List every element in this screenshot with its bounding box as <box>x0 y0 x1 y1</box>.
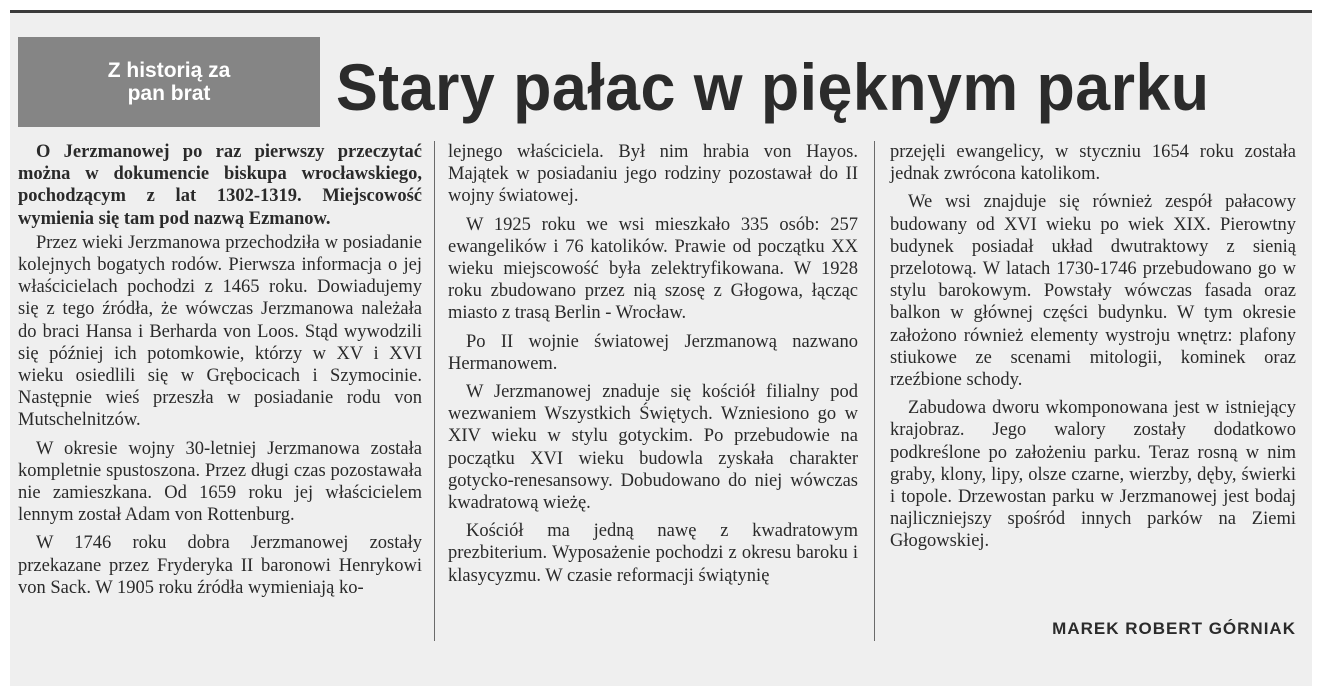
paragraph-continued: przejęli ewangelicy, w styczniu 1654 roku została jednak zwrócona katolikom. <box>890 142 1296 185</box>
paragraph: We wsi znajduje się również zespół pałacowy budowany od XVI wieku po wiek XIX. Pierowtny budynek posiadał układ dwutraktowy z sienią przelotową. W latach 1730-1746 przebudowano go w stylu barokowym. Powstały wówczas fasada oraz balkon w głównej części budynku. W tym okresie założono również elementy wystroju wnętrz: plafony stiukowe ze scenami mitologii, kominek oraz rzeźbione schody. <box>890 192 1296 391</box>
article-column-3 <box>890 141 1296 559</box>
paragraph: W 1746 roku dobra Jerzmanowej zostały przekazane przez Fryderyka II baronowi Henrykowi von Sack. W 1905 roku źródła wymieniają ko- <box>18 533 422 598</box>
section-kicker-line-1: Z historią za <box>107 59 231 82</box>
paragraph: W okresie wojny 30-letniej Jerzmanowa została kompletnie spustoszona. Przez długi czas pozostawała nie zamieszkana. Od 1659 roku jej właścicielem lennym został Adam von Rottenburg. <box>18 438 422 526</box>
column-divider-2 <box>874 141 875 641</box>
paragraph-continued: lejnego właściciela. Był nim hrabia von Hayos. Majątek w posiadaniu jego rodziny pozostawał do II wojny światowej. <box>448 142 858 207</box>
lead-paragraph: O Jerzmanowej po raz pierwszy przeczytać można w dokumencie biskupa wrocławskiego, pochodzącym z lat 1302-1319. Miejscowość wymienia się tam pod nazwą Ezmanow. <box>18 142 422 229</box>
paragraph: Przez wieki Jerzmanowa przechodziła w posiadanie kolejnych bogatych rodów. Pierwsza informacja o jej właścicielach pochodzi z 1465 roku. Dowiadujemy się z tego źródła, że wówczas Jerzmanowa należała do braci Hansa i Berharda von Loos. Stąd wywodzili się później ich potomkowie, którzy w XV i XVI wieku osiedlili się w Grębocicach i Szymocinie. Następnie wieś przeszła w posiadanie rodu von Mutschelnitzów. <box>18 232 422 431</box>
article-column-2 <box>448 141 858 593</box>
section-kicker-box <box>18 37 320 127</box>
article-headline: Stary pałac w pięknym parku <box>336 50 1210 124</box>
newspaper-clipping <box>10 10 1312 686</box>
paragraph: Po II wojnie światowej Jerzmanową nazwano Hermanowem. <box>448 331 858 374</box>
author-byline: MAREK ROBERT GÓRNIAK <box>1052 619 1296 638</box>
paragraph: W 1925 roku we wsi mieszkało 335 osób: 257 ewangelików i 76 katolików. Prawie od początku XX wieku miejscowość była zelektryfikowana. W 1928 roku zbudowano przez nią szosę z Głogowa, łącząc miasto z trasą Berlin - Wrocław. <box>448 214 858 324</box>
section-kicker-line-2: pan brat <box>127 82 211 105</box>
paragraph: Kościół ma jedną nawę z kwadratowym prezbiterium. Wyposażenie pochodzi z okresu baroku i klasycyzmu. W czasie reformacji świątynię <box>448 521 858 586</box>
paragraph: Zabudowa dworu wkomponowana jest w istniejący krajobraz. Jego walory zostały dodatkowo podkreślone po założeniu parku. Teraz rosną w nim graby, klony, lipy, olsze czarne, wierzby, dęby, świerki i topole. Drzewostan parku w Jerzmanowej jest bodaj najliczniejszy spośród innych parków na Ziemi Głogowskiej. <box>890 398 1296 552</box>
article-column-1 <box>18 141 422 605</box>
column-divider-1 <box>434 141 435 641</box>
paragraph: W Jerzmanowej znaduje się kościół filialny pod wezwaniem Wszystkich Świętych. Wzniesiono go w XIV wieku w stylu gotyckim. Po przebudowie na początku XVI wieku budowla zyskała charakter gotycko-renesansowy. Dobudowano do niej wówczas kwadratową wieżę. <box>448 382 858 514</box>
